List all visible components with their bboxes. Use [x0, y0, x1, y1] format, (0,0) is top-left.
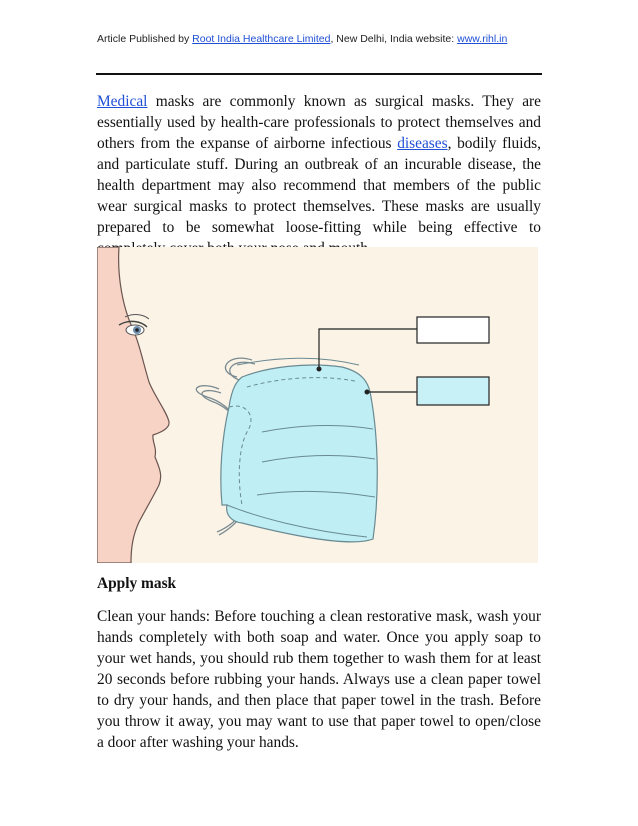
- surgical-mask: [221, 358, 377, 542]
- label-box-2: [417, 377, 489, 405]
- section-heading: Apply mask: [97, 575, 177, 592]
- mask-diagram-svg: [97, 247, 538, 563]
- medical-link[interactable]: Medical: [97, 93, 148, 110]
- section-body: Clean your hands: Before touching a clean restorative mask, wash your hands completely with both soap and water. Once you apply soap to your wet hands, you should rub them together to wash them for at least 20 seconds before rubbing your hands. Always use a clean paper towel to dry your hands, and then place that paper towel in the trash. Before you throw it away, you may want to use that paper towel to open/close a door after washing your hands.: [97, 608, 541, 751]
- website-link[interactable]: www.rihl.in: [457, 33, 508, 45]
- label-box-1: [417, 317, 489, 343]
- mask-illustration: [97, 247, 538, 563]
- intro-text-2: , bodily fluids, and particulate stuff. During an outbreak of an incurable disease, the health department may also recommend that members of the public wear surgical masks to protect themselves. These masks are usually prepared to be somewhat loose-fitting while being effective to: [97, 135, 541, 236]
- header-divider: [96, 73, 542, 75]
- article-header: [97, 33, 507, 45]
- header-prefix: Article Published by: [97, 33, 193, 45]
- org-link[interactable]: Root India Healthcare Limited: [192, 33, 331, 45]
- intro-paragraph: [97, 91, 541, 259]
- header-middle: , New Delhi, India website:: [330, 33, 458, 45]
- diseases-link[interactable]: diseases: [397, 135, 448, 152]
- intro-text-1: masks are commonly known as surgical masks. They are essentially used by health-care professionals to protect themselves and others from the expanse of airborne infectious: [97, 93, 541, 152]
